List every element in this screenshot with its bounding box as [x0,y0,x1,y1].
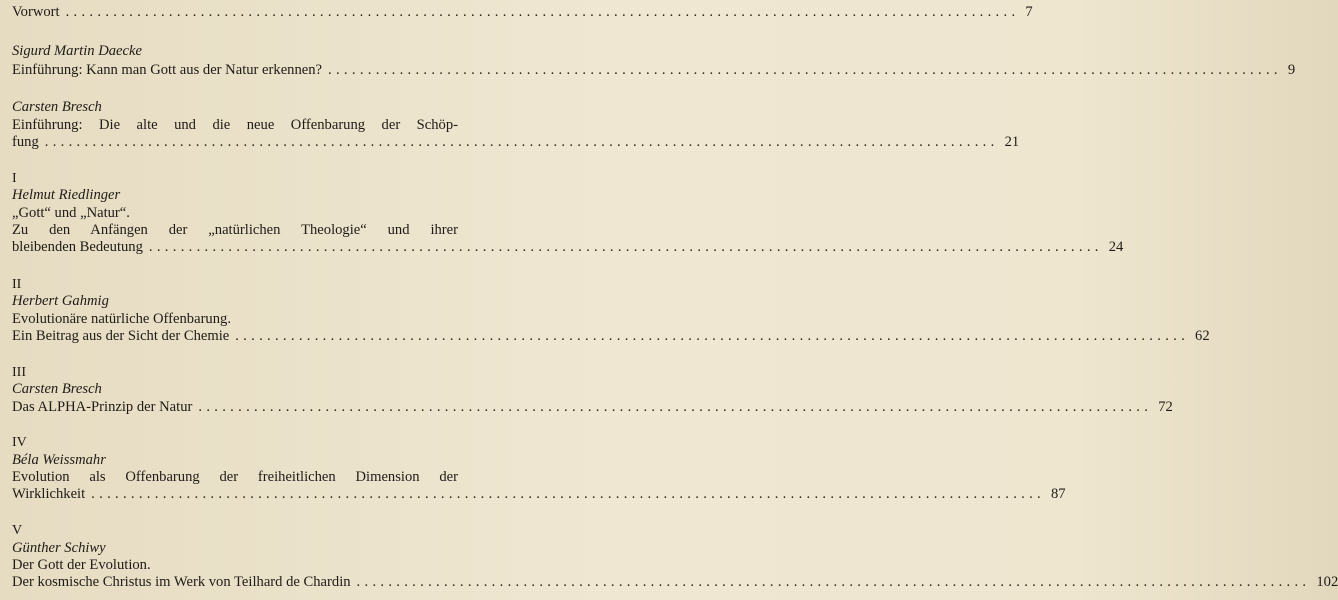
section-numeral-v: V [12,523,23,538]
author-daecke: Sigurd Martin Daecke [12,43,142,59]
toc-entry-daecke [12,62,1296,79]
toc-entry-bresch-alpha [12,399,1173,416]
entry-title: bleibenden Bedeutung [12,239,143,255]
entry-title: Wirklichkeit [12,486,86,502]
entry-title: Einführung: Kann man Gott aus der Natur erkennen? [12,62,323,78]
page-number: 62 [1195,328,1210,344]
entry-title-line: Evolutionäre natürliche Offenbarung. [12,311,231,327]
author-gahmig: Herbert Gahmig [12,293,109,309]
author-bresch: Carsten Bresch [12,381,102,397]
page-number: 9 [1287,62,1296,78]
author-weissmahr: Béla Weissmahr [12,452,106,468]
toc-entry-riedlinger [12,239,1124,256]
dot-leader: ........................................................................................................................ [91,486,1045,502]
page-number: 87 [1050,486,1066,502]
dot-leader: ........................................................................................................................ [235,328,1190,344]
entry-title: Der kosmische Christus im Werk von Teilhard de Chardin [12,574,351,590]
entry-title-line: Der Gott der Evolution. [12,557,151,573]
toc-entry-gahmig [12,328,1210,345]
dot-leader: ........................................................................................................................ [198,399,1153,415]
entry-title: Vorwort [12,4,60,20]
toc-entry-schiwy [12,574,1338,591]
section-numeral-iv: IV [12,435,27,450]
toc-entry-weissmahr [12,486,1066,503]
entry-title: fung [12,134,39,150]
dot-leader: ........................................................................................................................ [356,574,1311,590]
entry-title: Das ALPHA-Prinzip der Natur [12,399,193,415]
author-riedlinger: Helmut Riedlinger [12,187,121,203]
dot-leader: ........................................................................................................................ [148,239,1103,255]
page-number: 72 [1158,399,1173,415]
toc-entry-vorwort [12,4,1033,21]
section-numeral-iii: III [12,365,26,380]
page-number: 102 [1316,574,1338,590]
section-numeral-i: I [12,171,17,186]
entry-title-line: Einführung: Die alte und die neue Offenbarung der Schöp- [12,117,458,133]
page-number: 7 [1025,4,1033,20]
author-schiwy: Günther Schiwy [12,540,106,556]
page-number: 24 [1108,239,1124,255]
toc-entry-bresch-intro [12,134,1020,151]
dot-leader: ........................................................................................................................ [328,62,1282,78]
author-bresch-intro: Carsten Bresch [12,99,102,115]
entry-title-line: „Gott“ und „Natur“. [12,205,130,221]
entry-title-line: Zu den Anfängen der „natürlichen Theologie“ und ihrer [12,222,458,238]
page-number: 21 [1004,134,1020,150]
dot-leader: ........................................................................................................................ [65,4,1020,20]
entry-title: Ein Beitrag aus der Sicht der Chemie [12,328,230,344]
entry-title-line: Evolution als Offenbarung der freiheitlichen Dimension der [12,469,458,485]
section-numeral-ii: II [12,277,22,292]
dot-leader: ........................................................................................................................ [44,134,999,150]
